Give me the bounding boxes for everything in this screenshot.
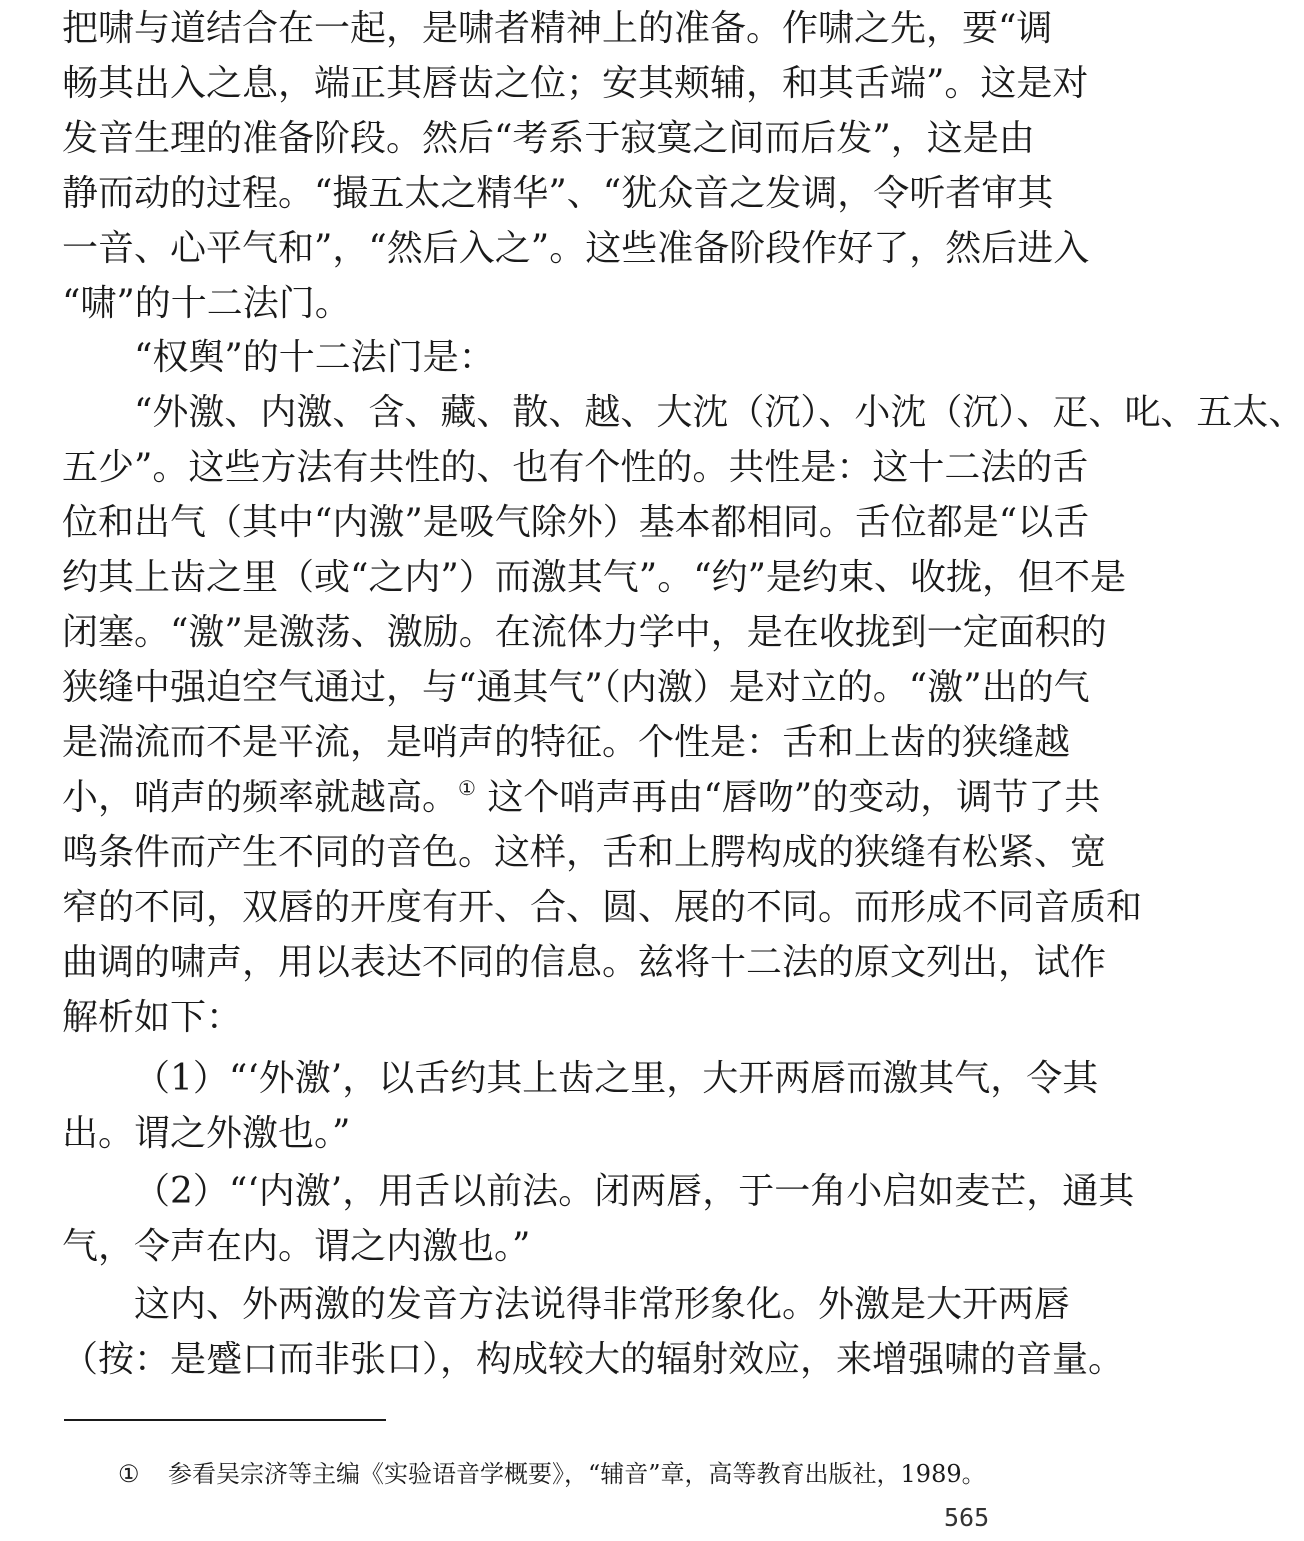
paragraph-line: 是湍流而不是平流，是哨声的特征。个性是：舌和上齿的狭缝越 (62, 722, 1071, 763)
paragraph-line: 狭缝中强迫空气通过，与“通其气”（内激）是对立的。“激”出的气 (62, 667, 1090, 708)
paragraph-line: 把啸与道结合在一起，是啸者精神上的准备。作啸之先，要“调 (62, 8, 1053, 49)
paragraph-line: （按：是蹙口而非张口），构成较大的辐射效应，来增强啸的音量。 (62, 1339, 1125, 1380)
paragraph-line: “啸”的十二法门。 (62, 283, 351, 324)
paragraph-line: 约其上齿之里（或“之内”）而激其气”。“约”是约束、收拢，但不是 (62, 557, 1127, 598)
paragraph-line (62, 769, 1101, 827)
footnote-divider (64, 1419, 386, 1421)
paragraph-line: 解析如下： (62, 997, 243, 1038)
quote-line: （1）“‘外激’，以舌约其上齿之里，大开两唇而激其气，令其 (134, 1058, 1099, 1099)
paragraph-line: 一音、心平气和”，“然后入之”。这些准备阶段作好了，然后进入 (62, 228, 1090, 269)
quote-line: （2）“‘内激’，用舌以前法。闭两唇，于一角小启如麦芒，通其 (134, 1171, 1135, 1212)
paragraph-line: 静而动的过程。“撮五太之精华”、“犹众音之发调，令听者审其 (62, 173, 1054, 214)
quote-line: 出。谓之外激也。” (62, 1113, 351, 1154)
footnote-marker: ① (118, 1460, 140, 1488)
footnote-text: 参看吴宗济等主编《实验语音学概要》，“辅音”章，高等教育出版社，1989。 (168, 1460, 986, 1488)
paragraph-line: 五少”。这些方法有共性的、也有个性的。共性是：这十二法的舌 (62, 447, 1089, 488)
quote-line: 气，令声在内。谓之内激也。” (62, 1226, 531, 1267)
footnote-reference[interactable]: ① (458, 776, 476, 800)
paragraph-line: 曲调的啸声，用以表达不同的信息。兹将十二法的原文列出，试作 (62, 942, 1107, 983)
paragraph-line: 闭塞。“激”是激荡、激励。在流体力学中，是在收拢到一定面积的 (62, 612, 1107, 653)
paragraph-line: 这内、外两激的发音方法说得非常形象化。外激是大开两唇 (134, 1284, 1071, 1325)
paragraph-line: 窄的不同，双唇的开度有开、合、圆、展的不同。而形成不同音质和 (62, 887, 1143, 928)
page-number: 565 (944, 1503, 990, 1532)
line-text: 小，哨声的频率就越高。 (62, 777, 459, 818)
paragraph-line: 位和出气（其中“内激”是吸气除外）基本都相同。舌位都是“以舌 (62, 502, 1090, 543)
paragraph-line: “外激、内激、含、藏、散、越、大沈（沉）、小沈（沉）、疋、叱、五太、 (134, 392, 1304, 433)
footnote (118, 1454, 986, 1494)
paragraph-line: 鸣条件而产生不同的音色。这样，舌和上腭构成的狭缝有松紧、宽 (62, 832, 1107, 873)
section-heading-line: “权舆”的十二法门是： (134, 337, 495, 378)
line-text: 这个哨声再由“唇吻”的变动，调节了共 (475, 777, 1101, 818)
paragraph-line: 发音生理的准备阶段。然后“考系于寂寞之间而后发”，这是由 (62, 118, 1035, 159)
paragraph-line: 畅其出入之息，端正其唇齿之位；安其颊辅，和其舌端”。这是对 (62, 63, 1089, 104)
